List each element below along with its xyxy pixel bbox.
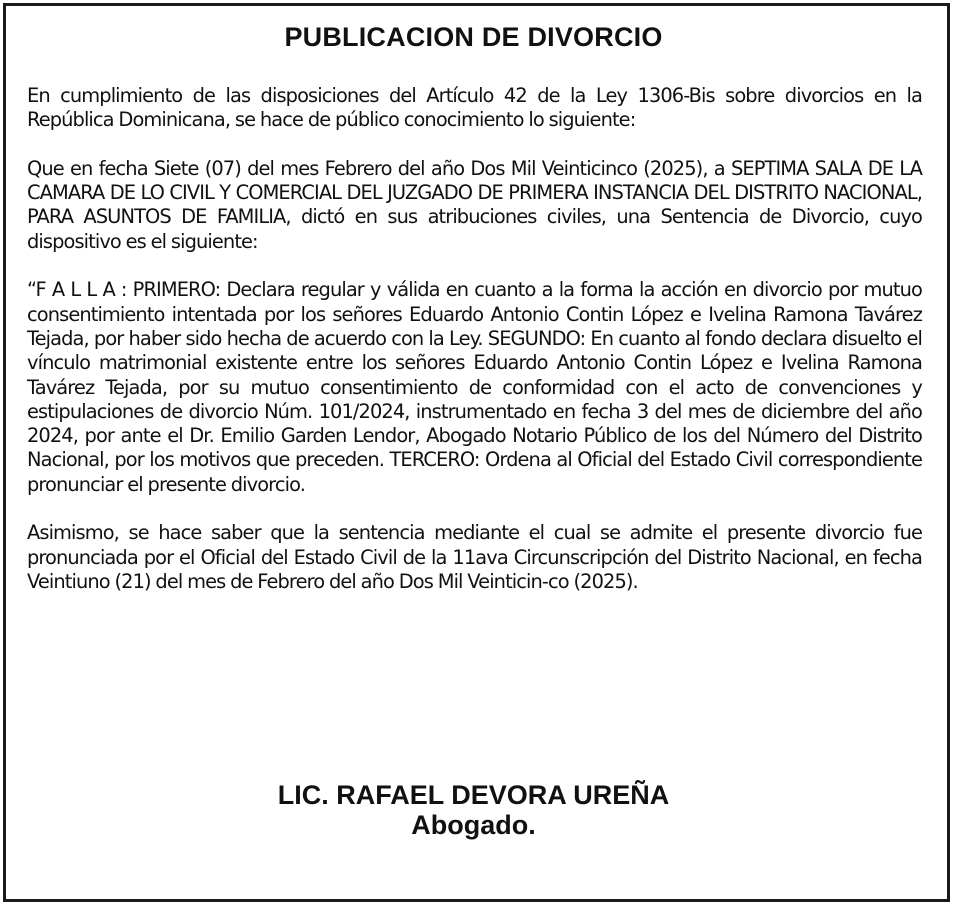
page-title: PUBLICACION DE DIVORCIO (284, 22, 663, 52)
signature-role: Abogado. (411, 810, 536, 840)
signature-name: LIC. RAFAEL DEVORA UREÑA (277, 780, 670, 810)
paragraph-falla: “F A L L A : PRIMERO: Declara regular y válida en cuanto a la forma la acción en divorcio por mutuo consentimiento intentada por los señores Eduardo Antonio Contin López e Ivelina Ramona Tavárez Tejada, por haber sido hecha de acuerdo con la Ley. SEGUNDO: En cuanto al fondo declara disuelto el vínculo matrimonial existente entre los señores Eduardo Antonio Contin López e Ivelina Ramona Tavárez Tejada, por su mutuo consentimiento de conformidad con el acto de convenciones y estipulaciones de divorcio Núm. 101/2024, instrumentado en fecha 3 del mes de diciembre del año 2024, por ante el Dr. Emilio Garden Lendor, Abogado Notario Público de los del Número del Distrito Nacional, por los motivos que preceden. TERCERO: Ordena al Oficial del Estado Civil correspondiente pronunciar el presente divorcio. (27, 278, 922, 496)
notice-body (27, 84, 922, 619)
paragraph-intro: En cumplimiento de las disposiciones del Artículo 42 de la Ley 1306-Bis sobre divorcios en la República Dominicana, se hace de público conocimiento lo siguiente: (27, 84, 922, 132)
signature-block (0, 780, 947, 840)
paragraph-ruling-info: Que en fecha Siete (07) del mes Febrero del año Dos Mil Veinticinco (2025), a SEPTIMA SALA DE LA CAMARA DE LO CIVIL Y COMERCIAL DEL JUZGADO DE PRIMERA INSTANCIA DEL DISTRITO NACIONAL, PARA ASUNTOS DE FAMILIA, dictó en sus atribuciones civiles, una Sentencia de Divorcio, cuyo dispositivo es el siguiente: (27, 156, 922, 253)
paragraph-pronouncement: Asimismo, se hace saber que la sentencia mediante el cual se admite el presente divorcio fue pronunciada por el Oficial del Estado Civil de la 11ava Circunscripción del Distrito Nacional, en fecha Veintiuno (21) del mes de Febrero del año Dos Mil Veinticin-co (2025). (27, 521, 922, 593)
